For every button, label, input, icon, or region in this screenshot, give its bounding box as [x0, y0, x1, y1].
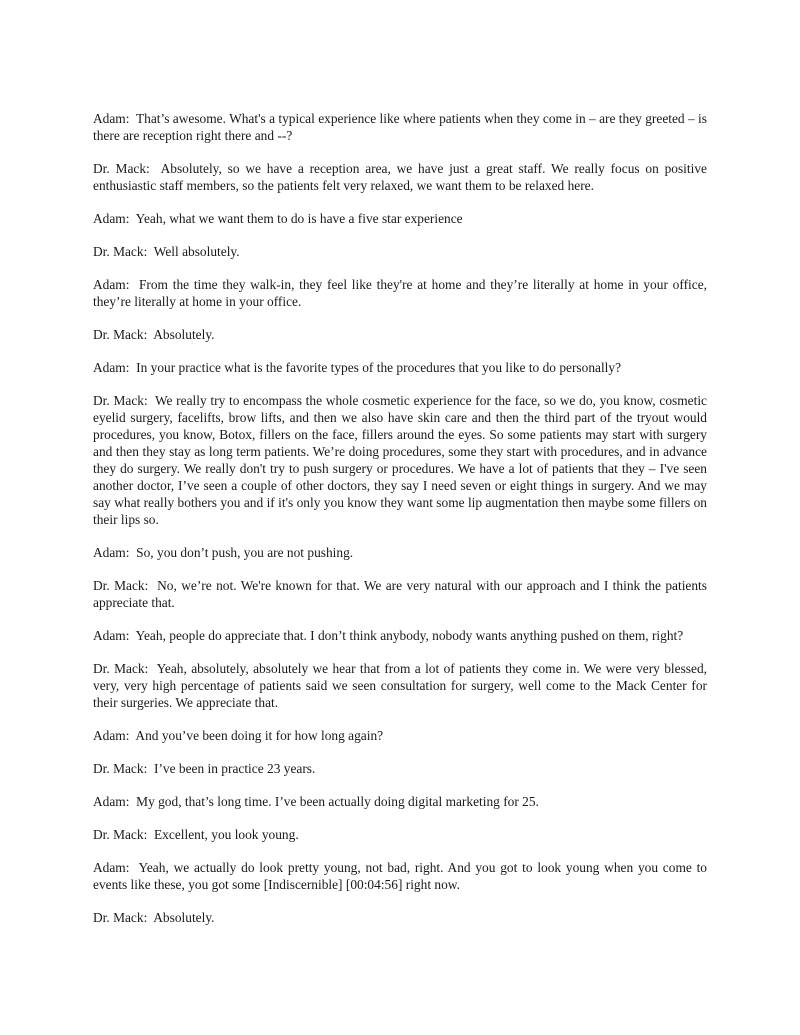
- utterance-text: That’s awesome. What's a typical experience like where patients when they come in – are they greeted – is there are reception right there and --?: [93, 111, 707, 143]
- transcript-paragraph: Adam: And you’ve been doing it for how long again?: [93, 728, 384, 743]
- transcript-paragraph: Dr. Mack: Absolutely.: [93, 327, 215, 342]
- utterance-text: Absolutely, so we have a reception area, we have just a great staff. We really focus on positive enthusiastic staff members, so the patients felt very relaxed, we want them to be relaxed here.: [93, 161, 707, 193]
- speaker-label: Adam: [93, 545, 126, 560]
- utterance-text: Excellent, you look young.: [154, 827, 299, 842]
- utterance-text: Yeah, what we want them to do is have a five star experience: [135, 211, 463, 226]
- utterance-text: My god, that’s long time. I’ve been actually doing digital marketing for 25.: [136, 794, 539, 809]
- speaker-label: Adam: [93, 794, 126, 809]
- transcript-paragraph: Dr. Mack: Well absolutely.: [93, 244, 240, 259]
- transcript-paragraph: Dr. Mack: No, we’re not. We're known for that. We are very natural with our approach and I think the patients appreciate that.: [93, 578, 707, 610]
- utterance-text: Absolutely.: [153, 327, 215, 342]
- speaker-label: Dr. Mack: [93, 661, 145, 676]
- utterance-text: So, you don’t push, you are not pushing.: [136, 545, 354, 560]
- utterance-text: Yeah, we actually do look pretty young, not bad, right. And you got to look young when you come to events like these, you got some [Indiscernible] [00:04:56] right now.: [93, 860, 707, 892]
- speaker-label: Adam: [93, 111, 126, 126]
- transcript-paragraph: Adam: In your practice what is the favorite types of the procedures that you like to do personally?: [93, 360, 622, 375]
- transcript-paragraph: Adam: My god, that’s long time. I’ve been actually doing digital marketing for 25.: [93, 794, 539, 809]
- utterance-text: Absolutely.: [153, 910, 215, 925]
- utterance-text: Yeah, people do appreciate that. I don’t think anybody, nobody wants anything pushed on them, right?: [135, 628, 684, 643]
- utterance-text: We really try to encompass the whole cosmetic experience for the face, so we do, you know, cosmetic eyelid surgery, facelifts, brow lifts, and then we also have skin care and then the third part of the tryout would procedures, you know, Botox, fillers on the face, fillers around the eyes. So some patients may start with surgery and then they stay as long term patients. We’re doing procedures, some they start with procedures, and in advance they do surgery. We really don't try to push surgery or procedures. We have a lot of patients that they – I've seen another doctor, I’ve seen a couple of other doctors, they say I need seven or eight things in surgery. And we may say what really bothers you and if it's only you know they want some lip augmentation then maybe some fillers on their lips so.: [93, 393, 707, 527]
- utterance-text: And you’ve been doing it for how long again?: [135, 728, 384, 743]
- transcript-paragraph: Dr. Mack: Yeah, absolutely, absolutely we hear that from a lot of patients they come in. We were very blessed, very, very high percentage of patients said we seen consultation for surgery, well come to the Mack Center for their surgeries. We appreciate that.: [93, 661, 707, 710]
- utterance-text: No, we’re not. We're known for that. We are very natural with our approach and I think the patients appreciate that.: [93, 578, 707, 610]
- speaker-label: Dr. Mack: [93, 244, 144, 259]
- speaker-label: Dr. Mack: [93, 761, 144, 776]
- speaker-label: Dr. Mack: [93, 161, 147, 176]
- speaker-label: Adam: [93, 728, 126, 743]
- transcript-paragraph: Dr. Mack: Absolutely.: [93, 910, 215, 925]
- utterance-text: In your practice what is the favorite types of the procedures that you like to do personally?: [136, 360, 622, 375]
- transcript-paragraph: Dr. Mack: Absolutely, so we have a reception area, we have just a great staff. We really focus on positive enthusiastic staff members, so the patients felt very relaxed, we want them to be relaxed here.: [93, 161, 707, 193]
- transcript-paragraph: Adam: From the time they walk-in, they feel like they're at home and they’re literally at home in your office, they’re literally at home in your office.: [93, 277, 707, 309]
- transcript-paragraph: Dr. Mack: Excellent, you look young.: [93, 827, 299, 842]
- speaker-label: Dr. Mack: [93, 827, 144, 842]
- speaker-label: Adam: [93, 360, 126, 375]
- transcript-paragraph: Adam: That’s awesome. What's a typical experience like where patients when they come in – are they greeted – is there are reception right there and --?: [93, 111, 707, 143]
- transcript-paragraph: Adam: Yeah, people do appreciate that. I don’t think anybody, nobody wants anything pushed on them, right?: [93, 628, 684, 643]
- speaker-label: Dr. Mack: [93, 578, 145, 593]
- transcript-paragraph: Adam: Yeah, what we want them to do is have a five star experience: [93, 211, 463, 226]
- transcript-paragraph: Dr. Mack: We really try to encompass the whole cosmetic experience for the face, so we do, you know, cosmetic eyelid surgery, facelifts, brow lifts, and then we also have skin care and then the third part of the tryout would procedures, you know, Botox, fillers on the face, fillers around the eyes. So some patients may start with surgery and then they stay as long term patients. We’re doing procedures, some they start with procedures, and in advance they do surgery. We really don't try to push surgery or procedures. We have a lot of patients that they – I've seen another doctor, I’ve seen a couple of other doctors, they say I need seven or eight things in surgery. And we may say what really bothers you and if it's only you know they want some lip augmentation then maybe some fillers on their lips so.: [93, 393, 707, 527]
- speaker-label: Dr. Mack: [93, 910, 144, 925]
- speaker-label: Dr. Mack: [93, 393, 144, 408]
- speaker-label: Adam: [93, 277, 126, 292]
- transcript-paragraph: Dr. Mack: I’ve been in practice 23 years.: [93, 761, 316, 776]
- speaker-label: Adam: [93, 211, 126, 226]
- speaker-label: Adam: [93, 860, 126, 875]
- transcript-paragraph: Adam: So, you don’t push, you are not pushing.: [93, 545, 354, 560]
- utterance-text: I’ve been in practice 23 years.: [154, 761, 316, 776]
- speaker-label: Adam: [93, 628, 126, 643]
- speaker-label: Dr. Mack: [93, 327, 144, 342]
- utterance-text: Well absolutely.: [153, 244, 240, 259]
- transcript-page: [93, 110, 707, 942]
- utterance-text: Yeah, absolutely, absolutely we hear that from a lot of patients they come in. We were very blessed, very, very high percentage of patients said we seen consultation for surgery, well come to the Mack Center for their surgeries. We appreciate that.: [93, 661, 707, 710]
- utterance-text: From the time they walk-in, they feel like they're at home and they’re literally at home in your office, they’re literally at home in your office.: [93, 277, 707, 309]
- transcript-paragraph: Adam: Yeah, we actually do look pretty young, not bad, right. And you got to look young when you come to events like these, you got some [Indiscernible] [00:04:56] right now.: [93, 860, 707, 892]
